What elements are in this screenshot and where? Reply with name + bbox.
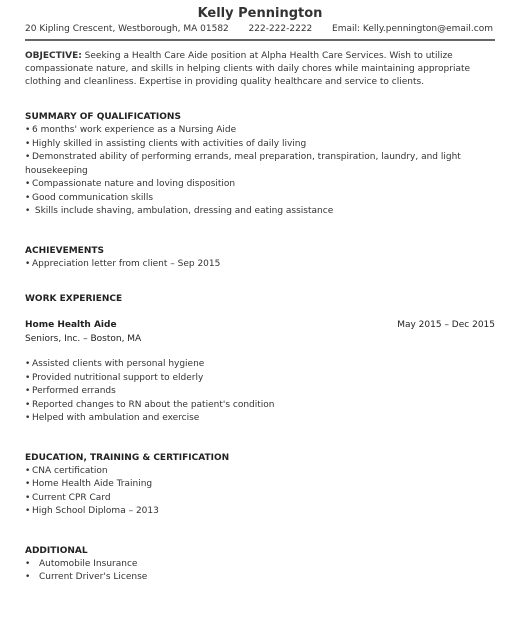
job-dates: May 2015 – Dec 2015 xyxy=(397,320,495,330)
list-item: • Current Driver's License xyxy=(25,571,495,585)
address: 20 Kipling Crescent, Westborough, MA 01582 xyxy=(25,24,229,34)
bullet: • xyxy=(25,558,31,569)
bullet: • xyxy=(25,206,31,216)
education-title: EDUCATION, TRAINING & CERTIFICATION xyxy=(25,452,230,463)
list-item: • CNA certification xyxy=(25,465,495,479)
bullet: • xyxy=(25,492,31,503)
additional-title: ADDITIONAL xyxy=(25,545,88,556)
candidate-name: Kelly Pennington xyxy=(197,6,323,21)
resume-page xyxy=(25,5,495,585)
achievements-list xyxy=(25,258,495,272)
bullet: • xyxy=(25,152,31,162)
header-divider xyxy=(25,39,495,41)
work-list xyxy=(25,358,495,426)
list-item-continuation: housekeeping xyxy=(25,165,88,176)
list-item: • Home Health Aide Training xyxy=(25,478,495,492)
objective-text: Seeking a Health Care Aide position at Alpha Health Care Services. Wish to utilize compassionate nature, and skills in helping clients with daily chores while maintaining appropriate clothing and cleanliness. Expertise in providing quality healthcare and service to clients. xyxy=(25,51,471,87)
list-item: • Appreciation letter from client – Sep 2015 xyxy=(25,258,495,272)
objective-section xyxy=(25,50,495,89)
bullet: • xyxy=(25,465,31,476)
list-item: • 6 months' work experience as a Nursing Aide xyxy=(25,124,495,138)
bullet: • xyxy=(25,479,31,489)
summary-section xyxy=(25,111,495,219)
bullet: • xyxy=(25,399,31,410)
list-item: • High School Diploma – 2013 xyxy=(25,505,495,519)
work-section xyxy=(25,293,495,426)
achievements-section xyxy=(25,245,495,272)
list-item: • Demonstrated ability of performing errands, meal preparation, transpiration, laundry, and light xyxy=(25,151,495,165)
contact-line xyxy=(25,22,493,36)
education-section xyxy=(25,452,495,519)
list-item: • Automobile Insurance xyxy=(25,558,495,572)
list-item: • Reported changes to RN about the patient's condition xyxy=(25,399,495,413)
additional-section xyxy=(25,545,495,585)
education-list xyxy=(25,465,495,519)
phone: 222-222-2222 xyxy=(248,24,313,34)
bullet: • xyxy=(25,125,31,135)
bullet: • xyxy=(25,372,31,383)
list-item: • Performed errands xyxy=(25,385,495,399)
list-item: • Current CPR Card xyxy=(25,492,495,506)
bullet: • xyxy=(25,506,31,516)
bullet: • xyxy=(25,258,31,269)
list-item: • Highly skilled in assisting clients with activities of daily living xyxy=(25,138,495,152)
list-item: • Assisted clients with personal hygiene xyxy=(25,358,495,372)
list-item: • Compassionate nature and loving disposition xyxy=(25,178,495,192)
achievements-title: ACHIEVEMENTS xyxy=(25,245,104,256)
bullet: • xyxy=(25,179,31,189)
bullet: • xyxy=(25,386,31,396)
job-header xyxy=(25,319,495,332)
list-item: • Helped with ambulation and exercise xyxy=(25,412,495,426)
work-title: WORK EXPERIENCE xyxy=(25,294,123,304)
additional-list xyxy=(25,558,495,585)
bullet: • xyxy=(25,359,31,369)
summary-title: SUMMARY OF QUALIFICATIONS xyxy=(25,112,181,122)
bullet: • xyxy=(25,413,31,423)
job-title: Home Health Aide xyxy=(25,320,117,330)
list-item: • Provided nutritional support to elderly xyxy=(25,372,495,386)
job-company: Seniors, Inc. – Boston, MA xyxy=(25,334,142,344)
list-item: • Good communication skills xyxy=(25,192,495,206)
bullet: • xyxy=(25,572,31,582)
bullet: • xyxy=(25,138,31,149)
list-item: • Skills include shaving, ambulation, dressing and eating assistance xyxy=(25,205,495,219)
bullet: • xyxy=(25,192,31,203)
summary-list xyxy=(25,124,495,219)
email: Email: Kelly.pennington@email.com xyxy=(332,24,493,34)
objective-label: OBJECTIVE: xyxy=(25,51,82,61)
